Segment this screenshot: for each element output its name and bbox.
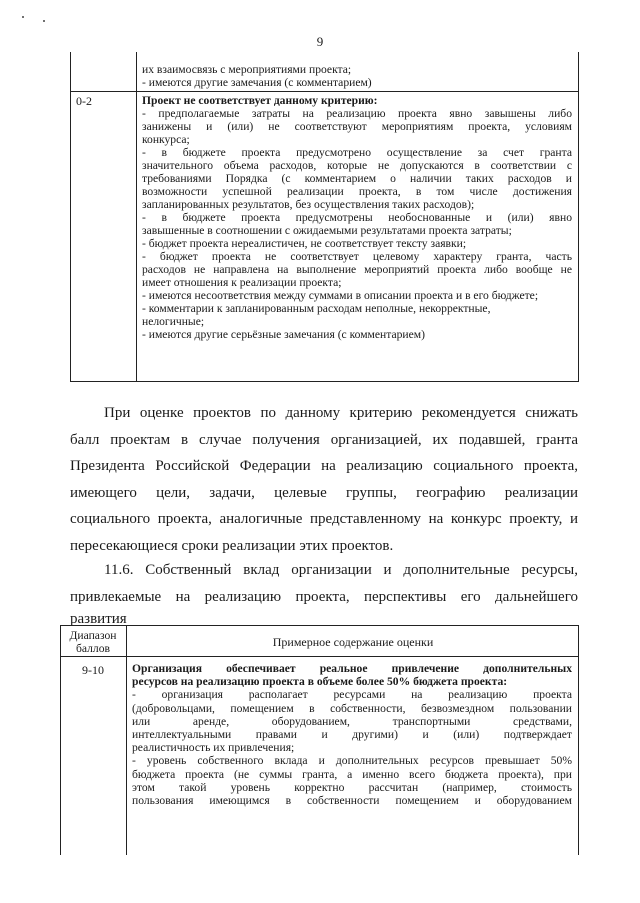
- text-line: пользования имеющимся в собственности помещением и оборудованием: [132, 794, 572, 808]
- text-line: - бюджет проекта не соответствует целевому характеру гранта, часть: [142, 250, 572, 263]
- scan-speck: [22, 16, 24, 18]
- text-line: - бюджет проекта нереалистичен, не соответствует тексту заявки;: [142, 237, 467, 250]
- text-line: пересекающиеся сроки реализации этих проектов.: [70, 537, 394, 554]
- text-line: возможности успешной реализации проекта, в том числе достижения: [142, 185, 572, 198]
- text-line: реалистичность их привлечения;: [132, 741, 295, 755]
- text-line: имеющего цели, задачи, целевые группы, географию реализации: [70, 484, 578, 501]
- text-line: требованиями Порядка (с комментарием о наличии таких расходов и: [142, 172, 572, 185]
- text-line: При оценке проектов по данному критерию рекомендуется снижать: [104, 405, 578, 421]
- text-line: - организация располагает ресурсами на реализацию проекта: [132, 688, 572, 702]
- header-line: Диапазон: [69, 629, 117, 642]
- criteria-heading: Проект не соответствует данному критерию:: [142, 94, 378, 107]
- text-line: запланированных результатов, без осуществления таких расходов);: [142, 198, 475, 211]
- text-line: этом такой уровень корректно рассчитан (например, стоимость: [132, 780, 572, 794]
- text-line: завышенные в соотношении с ожидаемыми результатами проекта затраты;: [142, 224, 512, 237]
- score-range: 0-2: [76, 94, 92, 108]
- column-header-score-range: [60, 629, 126, 655]
- section-11-6-heading: [70, 557, 578, 628]
- column-header-content: Примерное содержание оценки: [272, 635, 434, 649]
- text-line: - имеются другие замечания (с комментарием): [142, 76, 372, 89]
- text-line: имеет отношения к реализации проекта;: [142, 276, 342, 289]
- criteria-description: [132, 662, 572, 807]
- text-line: (добровольцами, помещением в собственности, безвозмездном пользовании: [132, 701, 572, 715]
- scan-speck: [43, 20, 45, 22]
- criteria-table-continued: [70, 52, 578, 382]
- text-line: развития: [70, 611, 127, 627]
- page-number: 9: [316, 34, 324, 49]
- scoring-table: [60, 625, 578, 855]
- score-range: 9-10: [82, 663, 104, 677]
- recommendation-paragraph: [70, 400, 578, 559]
- text-line: 11.6. Собственный вклад организации и дополнительные ресурсы,: [104, 562, 578, 578]
- text-line: - предполагаемые затраты на реализацию проекта явно завышены либо: [142, 107, 572, 120]
- criteria-heading: Организация обеспечивает реальное привлечение дополнительных: [132, 662, 572, 675]
- text-line: - имеются другие серьёзные замечания (с комментарием): [142, 328, 425, 341]
- criteria-description: [142, 94, 572, 341]
- text-line: Президента Российской Федерации на реализацию социального проекта,: [70, 458, 578, 474]
- text-line: - в бюджете проекта предусмотрено осуществление за счет гранта: [142, 146, 572, 159]
- text-line: - в бюджете проекта предусмотрены необоснованные и (или) явно: [142, 211, 572, 224]
- continuation-cell: [142, 63, 572, 89]
- text-line: - уровень собственного вклада и дополнительных ресурсов превышает 50%: [132, 754, 572, 768]
- text-line: социального проекта, аналогичные представленному на конкурс проекту, и: [70, 511, 578, 527]
- criteria-heading: ресурсов на реализацию проекта в объеме более 50% бюджета проекта:: [132, 675, 508, 689]
- text-line: занижены и (или) не соответствуют мероприятиям проекта, условиям: [142, 120, 572, 133]
- text-line: их взаимосвязь с мероприятиями проекта;: [142, 63, 352, 76]
- text-line: расходов не направлена на выполнение мероприятий проекта либо вообще не: [142, 263, 572, 276]
- text-line: - имеются несоответствия между суммами в описании проекта и в его бюджете;: [142, 289, 539, 302]
- text-line: - комментарии к запланированным расходам неполные, некорректные,: [142, 302, 491, 315]
- text-line: привлекаемые на реализацию проекта, перспективы его дальнейшего: [70, 588, 578, 605]
- text-line: значительного объема расходов, которые не допускаются в соответствии с: [142, 159, 572, 172]
- text-line: нелогичные;: [142, 315, 205, 328]
- text-line: балл проектам в случае получения организацией, их подавшей, гранта: [70, 431, 578, 448]
- text-line: интеллектуальными правами и другими) и (или) подтверждает: [132, 728, 572, 742]
- text-line: или аренде, оборудованием, транспортными средствами,: [132, 714, 572, 728]
- header-line: баллов: [76, 642, 110, 655]
- text-line: конкурса;: [142, 133, 190, 146]
- text-line: бюджета проекта (не суммы гранта, а именно всего бюджета проекта), при: [132, 767, 572, 781]
